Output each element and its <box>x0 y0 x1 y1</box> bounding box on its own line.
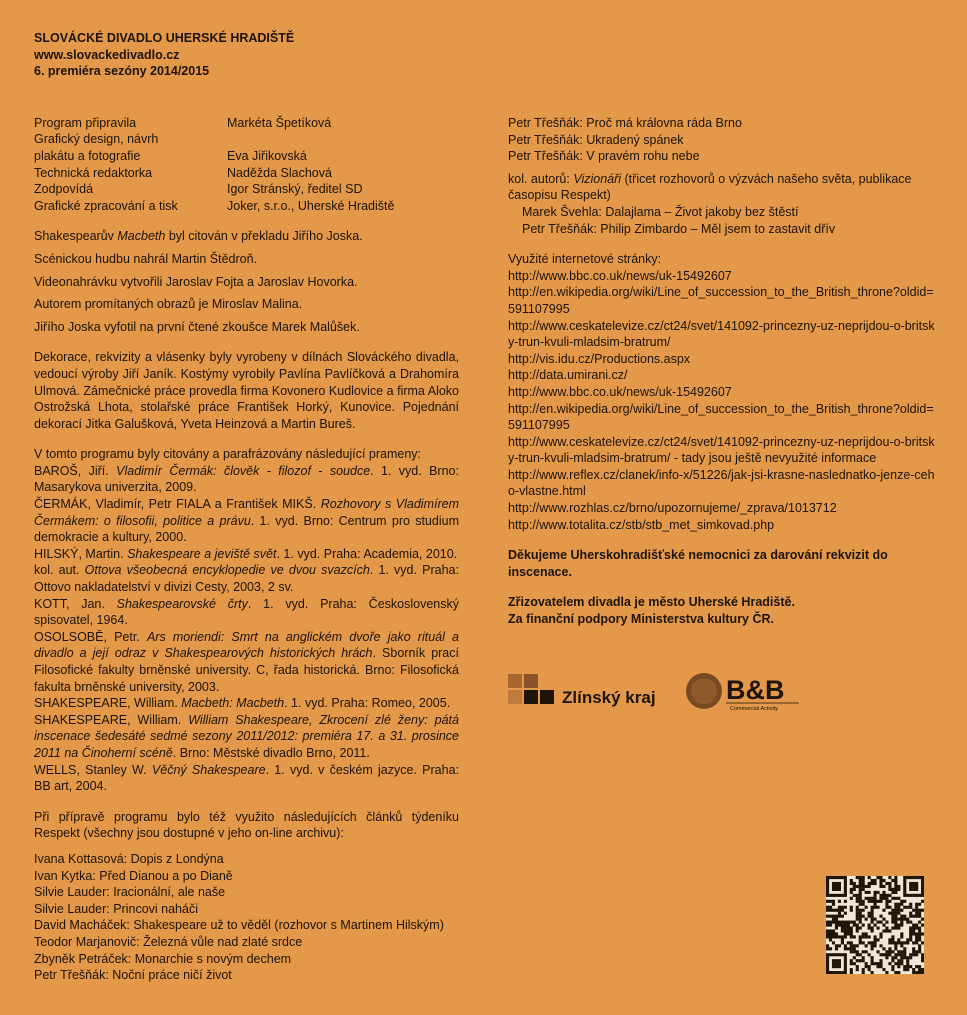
source-details: . 1. vyd. Praha: Romeo, 2005. <box>284 696 451 711</box>
note-translation <box>34 228 459 245</box>
source-entry <box>34 596 459 629</box>
source-entry <box>34 562 459 595</box>
credit-role: Technická redaktorka <box>34 165 153 180</box>
premiere-note: 6. premiéra sezóny 2014/2015 <box>34 64 210 79</box>
respekt-article: Zbyněk Petráček: Monarchie s novým dechem <box>34 951 292 966</box>
ministry-support-note: Za finanční podpory Ministerstva kultury ČR. <box>508 612 775 627</box>
web-source-link[interactable]: http://www.bbc.co.uk/news/uk-15492607 <box>508 384 732 399</box>
source-author: HILSKÝ, Martin. <box>34 546 128 561</box>
note-title: Macbeth <box>117 229 166 244</box>
source-details: . Sborník prací Filosofické fakulty brněnské university. C, řada historická. Brno: Filosofická fakulta brněnské university, 2003. <box>34 646 459 694</box>
source-title: Ottova všeobecná encyklopedie ve dvou svazcích <box>84 563 370 578</box>
source-title: Shakespeare a jeviště svět <box>127 546 277 561</box>
sources-list <box>34 463 459 795</box>
founder-note: Zřizovatelem divadla je město Uherské Hradiště. <box>508 595 795 610</box>
credits-list <box>34 115 459 215</box>
source-author: KOTT, Jan. <box>34 596 117 611</box>
theatre-name: SLOVÁCKÉ DIVADLO UHERSKÉ HRADIŠTĚ <box>34 31 295 45</box>
sponsor-logos-graphic <box>508 672 808 714</box>
credit-name: Eva Jiřikovská <box>227 148 307 163</box>
visionari-list <box>508 204 940 237</box>
respekt-article: Petr Třešňák: Proč má královna ráda Brno <box>508 116 742 130</box>
source-title: Rozhovory s Vladimírem Čermákem: o filosofii, politice a právu <box>34 497 460 528</box>
web-source-link[interactable]: http://www.ceskatelevize.cz/ct24/svet/141092-princezny-uz-neprijdou-o-britsky-trun-kvuli-mladsim-bratrum/ <box>508 318 935 350</box>
source-details: . 1. vyd. Praha: Ottovo nakladatelství v divizi Cesty, 2003, 2 sv. <box>34 563 459 595</box>
web-source-link[interactable]: http://www.reflex.cz/clanek/info-x/51226/jak-jsi-krasne-naslednatko-jenze-ceho-vlastne.html <box>508 467 935 499</box>
visionari-interview: Marek Švehla: Dalajlama – Život jakoby bez štěstí <box>522 204 799 219</box>
web-source-link[interactable]: http://en.wikipedia.org/wiki/Line_of_succession_to_the_British_throne?oldid=591107995 <box>508 285 934 316</box>
source-details: . 1. vyd. Brno: Masarykova univerzita, 2009. <box>34 463 459 495</box>
respekt-article: Petr Třešňák: Noční práce ničí život <box>34 968 232 983</box>
visionari-title: Vizionáři <box>573 171 622 186</box>
source-author: kol. aut. <box>34 563 85 578</box>
respekt-article: Petr Třešňák: Ukradený spánek <box>508 132 684 147</box>
source-author: SHAKESPEARE, William. <box>34 712 189 727</box>
respekt-article: David Macháček: Shakespeare už to věděl (rozhovor s Martinem Hilským) <box>34 918 444 933</box>
source-title: Vladimír Čermák: člověk - filozof - soudce <box>116 463 371 478</box>
source-details: . 1. vyd. v českém jazyce. Praha: BB art, 2004. <box>34 762 459 794</box>
source-author: BAROŠ, Jiří. <box>34 463 117 478</box>
source-author: ČERMÁK, Vladimír, Petr FIALA a František MIKŠ. <box>34 497 321 512</box>
bb-logo-icon <box>686 673 722 709</box>
sources-intro: V tomto programu byly citovány a parafrázovány následující prameny: <box>34 447 421 462</box>
visionari-interview: Petr Třešňák: Philip Zimbardo – Měl jsem to zastavit dřív <box>522 221 836 236</box>
web-source-link[interactable]: http://www.totalita.cz/stb/stb_met_simkovad.php <box>508 517 775 532</box>
decor-paragraph: Dekorace, rekvizity a vlásenky byly vyrobeny v dílnách Slováckého divadla, vedoucí výroby Jiří Janík. Kostýmy vyrobily Pavlína Pavlíčková a Drahomíra Ulmová. Zámečnické práce provedla firma Kovonero Kudlovice a firma Aloko Ostrožská Lhota, stolařské práce František Horký, Kunovice. Pojednání dekorací Jitka Galušková, Yveta Heinzová a Martin Bureš. <box>34 350 459 431</box>
bb-logo-text: B&B <box>726 675 785 705</box>
sponsor-logos <box>508 672 808 714</box>
source-title: Shakespearovské črty <box>116 596 248 611</box>
source-author: OSOLSOBĚ, Petr. <box>34 629 147 644</box>
respekt-list <box>34 851 459 984</box>
web-source-link[interactable]: http://data.umirani.cz/ <box>508 368 628 383</box>
source-details: . 1. vyd. Praha: Academia, 2010. <box>276 546 458 561</box>
credit-name: Joker, s.r.o., Uherské Hradiště <box>227 198 395 213</box>
source-entry <box>34 712 459 762</box>
source-title: Macbeth: Macbeth <box>181 696 285 711</box>
respekt-article: Silvie Lauder: Princovi naháči <box>34 901 198 916</box>
credit-role: Program připravila <box>34 115 137 130</box>
credit-name: Naděžda Slachová <box>227 165 332 180</box>
source-entry <box>34 463 459 496</box>
visionari-author: kol. autorů: <box>508 171 574 186</box>
web-source-link[interactable]: http://www.ceskatelevize.cz/ct24/svet/141092-princezny-uz-neprijdou-o-britsky-trun-kvuli-mladsim-bratrum/ - tady jsou ještě nevyužité informace <box>508 434 935 466</box>
left-column <box>34 30 459 984</box>
qr-code[interactable] <box>826 876 924 974</box>
zlin-region-logo-icon <box>508 674 554 704</box>
articles-list <box>508 115 940 165</box>
source-entry <box>34 629 459 695</box>
source-entry <box>34 546 459 563</box>
qr-code-icon <box>826 876 924 974</box>
credit-name <box>227 131 459 148</box>
credit-role: plakátu a fotografie <box>34 148 141 163</box>
source-details: . 1. vyd. Brno: Centrum pro studium demokracie a kultury, 2000. <box>34 513 459 545</box>
web-source-link[interactable]: http://www.rozhlas.cz/brno/upozornujeme/_zprava/1013712 <box>508 501 837 516</box>
credit-name: Igor Stránský, ředitel SD <box>227 182 363 197</box>
source-entry <box>34 762 459 795</box>
credit-role: Zodpovídá <box>34 182 94 197</box>
visionari-desc: (třicet rozhovorů o výzvách našeho světa, publikace časopisu Respekt) <box>508 171 912 203</box>
source-entry <box>34 695 459 712</box>
source-title: William Shakespeare, Zkrocení zlé ženy: pátá inscenace šedesáté sedmé sezony 2011/2012: premiéra 17. a 31. prosince 2011 na Činoherní scéně <box>34 712 459 760</box>
respekt-article: Teodor Marjanovič: Železná vůle nad zlaté srdce <box>34 934 303 949</box>
source-entry <box>34 496 459 546</box>
note-images: Autorem promítaných obrazů je Miroslav Malina. <box>34 297 303 312</box>
web-source-link[interactable]: http://vis.idu.cz/Productions.aspx <box>508 351 691 366</box>
web-source-link[interactable]: http://www.bbc.co.uk/news/uk-15492607 <box>508 268 732 283</box>
note-text: Shakespearův <box>34 229 118 244</box>
source-title: Ars moriendi: Smrt na anglickém dvoře jako rituál a divadlo a její odraz v Shakespearových historických hrách <box>34 629 459 661</box>
right-column <box>508 115 940 628</box>
credit-role: Grafický design, návrh <box>34 132 159 147</box>
theatre-website[interactable]: www.slovackedivadlo.cz <box>34 47 180 62</box>
respekt-article: Ivana Kottasová: Dopis z Londýna <box>34 851 224 866</box>
source-details: . 1. vyd. Praha: Československý spisovatel, 1964. <box>34 596 459 628</box>
note-video: Videonahrávku vytvořili Jaroslav Fojta a Jaroslav Hovorka. <box>34 274 358 289</box>
source-details: . Brno: Městské divadlo Brno, 2011. <box>172 745 370 760</box>
note-text: byl citován v překladu Jiřího Joska. <box>165 229 363 244</box>
respekt-article: Ivan Kytka: Před Dianou a po Dianě <box>34 868 233 883</box>
credit-role: Grafické zpracování a tisk <box>34 198 178 213</box>
url-list <box>508 268 940 534</box>
respekt-article: Petr Třešňák: V pravém rohu nebe <box>508 149 700 164</box>
web-sources-title: Využité internetové stránky: <box>508 252 662 267</box>
web-source-link[interactable]: http://en.wikipedia.org/wiki/Line_of_succession_to_the_British_throne?oldid=591107995 <box>508 401 934 433</box>
source-author: SHAKESPEARE, William. <box>34 696 182 711</box>
note-photo: Jiřího Joska vyfotil na první čtené zkoušce Marek Malůšek. <box>34 319 360 334</box>
source-title: Věčný Shakespeare <box>151 762 266 777</box>
credit-name: Markéta Špetíková <box>227 115 332 130</box>
thanks-note: Děkujeme Uherskohradišťské nemocnici za darování rekvizit do inscenace. <box>508 548 888 579</box>
respekt-intro: Při přípravě programu bylo též využito následujících článků týdeníku Respekt (všechny jsou dostupné v jeho on-line archivu): <box>34 809 459 841</box>
zlin-region-logo-text: Zlínský kraj <box>562 688 656 707</box>
source-author: WELLS, Stanley W. <box>34 762 152 777</box>
respekt-article: Silvie Lauder: Iracionální, ale naše <box>34 885 226 900</box>
bb-logo-subtitle: Commercial Activity <box>730 706 778 712</box>
note-music: Scénickou hudbu nahrál Martin Štědroň. <box>34 251 258 266</box>
visionari-entry <box>508 171 940 204</box>
